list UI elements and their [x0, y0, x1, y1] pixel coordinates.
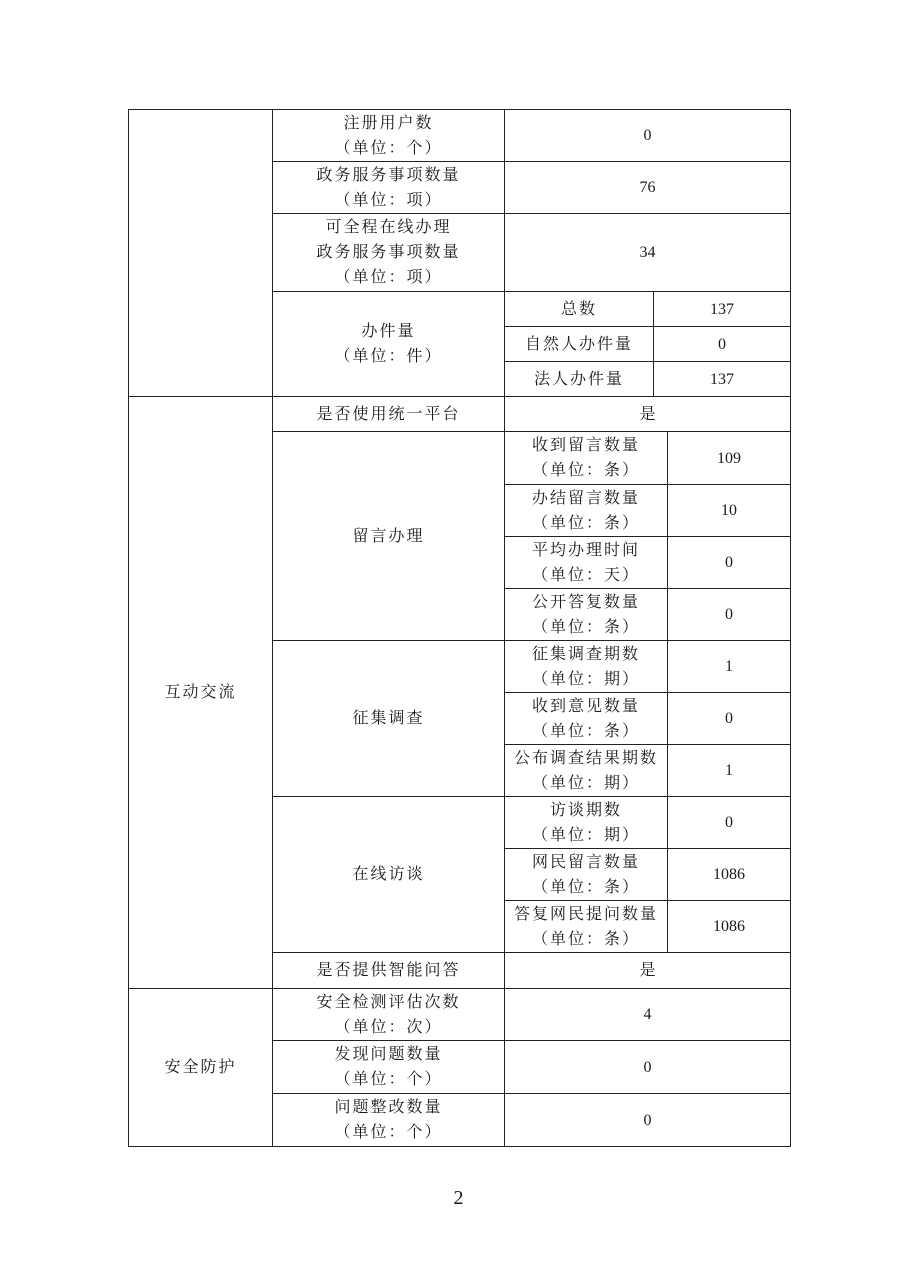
item-value: 76: [639, 179, 656, 196]
sub-item-label-cell: [505, 362, 654, 397]
sub-item-label: 自然人办件量: [524, 335, 633, 353]
sub-item-label: 平均办理时间: [531, 541, 640, 559]
item-unit: （单位：项）: [334, 269, 443, 286]
security-category-cell: [129, 989, 273, 1147]
item-label-cell: [273, 397, 505, 432]
sub-item-value-cell: [668, 537, 791, 589]
sub-item-unit: （单位：期）: [531, 826, 640, 844]
sub-item-value-cell: [668, 432, 791, 485]
sub-item-value: 1086: [713, 866, 745, 883]
item-unit: （单位：个）: [334, 1071, 443, 1088]
item-unit: （单位：个）: [334, 1124, 443, 1141]
item-value: 0: [643, 1111, 652, 1129]
sub-item-value-cell: [654, 292, 791, 327]
item-value: 0: [643, 127, 652, 144]
sub-item-label-cell: [505, 537, 668, 589]
sub-item-unit: （单位：条）: [531, 618, 640, 636]
item-label-cell: [273, 953, 505, 989]
sub-item-label-cell: [505, 745, 668, 797]
sub-item-label: 公布调查结果期数: [513, 749, 658, 767]
sub-item-unit: （单位：天）: [531, 566, 640, 584]
sub-item-value: 0: [725, 606, 733, 623]
sub-item-label-cell: [505, 292, 654, 327]
sub-item-value: 1: [725, 658, 733, 675]
page-number: 2: [453, 1187, 464, 1209]
item-unit: （单位：次）: [334, 1018, 443, 1036]
item-value-cell: [505, 162, 791, 214]
group-label-cell: [273, 432, 505, 641]
group-label-cell: [273, 641, 505, 797]
sub-item-label-cell: [505, 589, 668, 641]
item-value-cell: [505, 214, 791, 292]
sub-item-value: 137: [710, 370, 734, 388]
case-volume-label-cell: [273, 292, 505, 397]
sub-item-value: 0: [725, 710, 733, 727]
sub-item-value: 1: [725, 762, 733, 779]
sub-item-label: 法人办件量: [533, 370, 624, 388]
item-label-cell: [273, 1041, 505, 1094]
item-label: 是否提供智能问答: [316, 962, 461, 979]
category-label: 安全防护: [164, 1059, 237, 1076]
sub-item-label-cell: [505, 432, 668, 485]
item-label: 政务服务事项数量: [316, 166, 461, 184]
item-label: 发现问题数量: [334, 1046, 443, 1063]
item-label: 安全检测评估次数: [316, 993, 461, 1011]
sub-item-label: 访谈期数: [549, 801, 622, 819]
item-value: 34: [639, 244, 656, 261]
item-value-cell: [505, 1094, 791, 1147]
sub-item-unit: （单位：条）: [531, 722, 640, 740]
table-row: [129, 110, 791, 162]
sub-item-value-cell: [654, 327, 791, 362]
item-value-cell: [505, 989, 791, 1041]
item-unit: （单位：个）: [334, 139, 443, 157]
group-label-cell: [273, 797, 505, 953]
sub-item-label: 公开答复数量: [531, 593, 640, 611]
sub-item-value: 137: [710, 300, 734, 318]
group-label: 留言办理: [352, 527, 425, 545]
item-label-line2: 政务服务事项数量: [316, 244, 461, 261]
sub-item-value-cell: [668, 745, 791, 797]
item-label: 问题整改数量: [334, 1099, 443, 1116]
item-value-cell: [505, 953, 791, 989]
sub-item-label-cell: [505, 327, 654, 362]
sub-item-unit: （单位：条）: [531, 878, 640, 896]
sub-item-label: 办结留言数量: [531, 489, 640, 507]
sub-item-label: 征集调查期数: [531, 645, 640, 663]
sub-item-label-cell: [505, 641, 668, 693]
item-label-cell: [273, 1094, 505, 1147]
sub-item-label-cell: [505, 693, 668, 745]
item-value: 是: [639, 405, 656, 423]
item-label-cell: [273, 989, 505, 1041]
item-value: 是: [639, 962, 656, 979]
sub-item-value: 10: [721, 502, 737, 519]
sub-item-unit: （单位：期）: [531, 774, 640, 792]
item-value-cell: [505, 110, 791, 162]
sub-item-value: 1086: [713, 918, 745, 935]
item-label-cell: [273, 110, 505, 162]
sub-item-value-cell: [654, 362, 791, 397]
sub-item-value-cell: [668, 901, 791, 953]
sub-item-unit: （单位：期）: [531, 670, 640, 688]
item-value: 0: [643, 1058, 652, 1076]
group-label: 在线访谈: [352, 866, 425, 883]
sub-item-unit: （单位：条）: [531, 462, 640, 479]
sub-item-unit: （单位：条）: [531, 930, 640, 948]
sub-item-value-cell: [668, 693, 791, 745]
category-label: 互动交流: [164, 684, 237, 701]
item-value-cell: [505, 1041, 791, 1094]
item-label-cell: [273, 214, 505, 292]
basic-category-cell: [129, 110, 273, 397]
sub-item-value: 0: [718, 335, 726, 353]
item-unit: （单位：件）: [334, 348, 443, 365]
item-label-line1: 可全程在线办理: [325, 219, 452, 236]
interaction-category-cell: [129, 397, 273, 989]
item-label-cell: [273, 162, 505, 214]
sub-item-label: 收到意见数量: [531, 697, 640, 715]
sub-item-label-cell: [505, 849, 668, 901]
sub-item-label: 收到留言数量: [531, 437, 640, 454]
item-label: 办件量: [361, 323, 416, 340]
sub-item-value-cell: [668, 589, 791, 641]
table-row: [129, 397, 791, 432]
sub-item-label-cell: [505, 797, 668, 849]
stats-table: [128, 109, 791, 1147]
item-label: 注册用户数: [343, 114, 434, 132]
sub-item-label: 网民留言数量: [531, 853, 640, 871]
sub-item-value-cell: [668, 849, 791, 901]
sub-item-value: 0: [725, 814, 733, 831]
item-label: 是否使用统一平台: [316, 405, 461, 423]
table-row: [129, 989, 791, 1041]
sub-item-label-cell: [505, 485, 668, 537]
sub-item-label-cell: [505, 901, 668, 953]
item-value-cell: [505, 397, 791, 432]
sub-item-value: 109: [717, 449, 741, 467]
sub-item-label: 总数: [560, 300, 597, 318]
sub-item-value: 0: [725, 554, 733, 571]
sub-item-label: 答复网民提问数量: [513, 905, 658, 923]
item-value: 4: [643, 1006, 652, 1023]
item-unit: （单位：项）: [334, 191, 443, 209]
group-label: 征集调查: [352, 710, 425, 727]
sub-item-value-cell: [668, 797, 791, 849]
sub-item-value-cell: [668, 485, 791, 537]
sub-item-unit: （单位：条）: [531, 514, 640, 532]
sub-item-value-cell: [668, 641, 791, 693]
